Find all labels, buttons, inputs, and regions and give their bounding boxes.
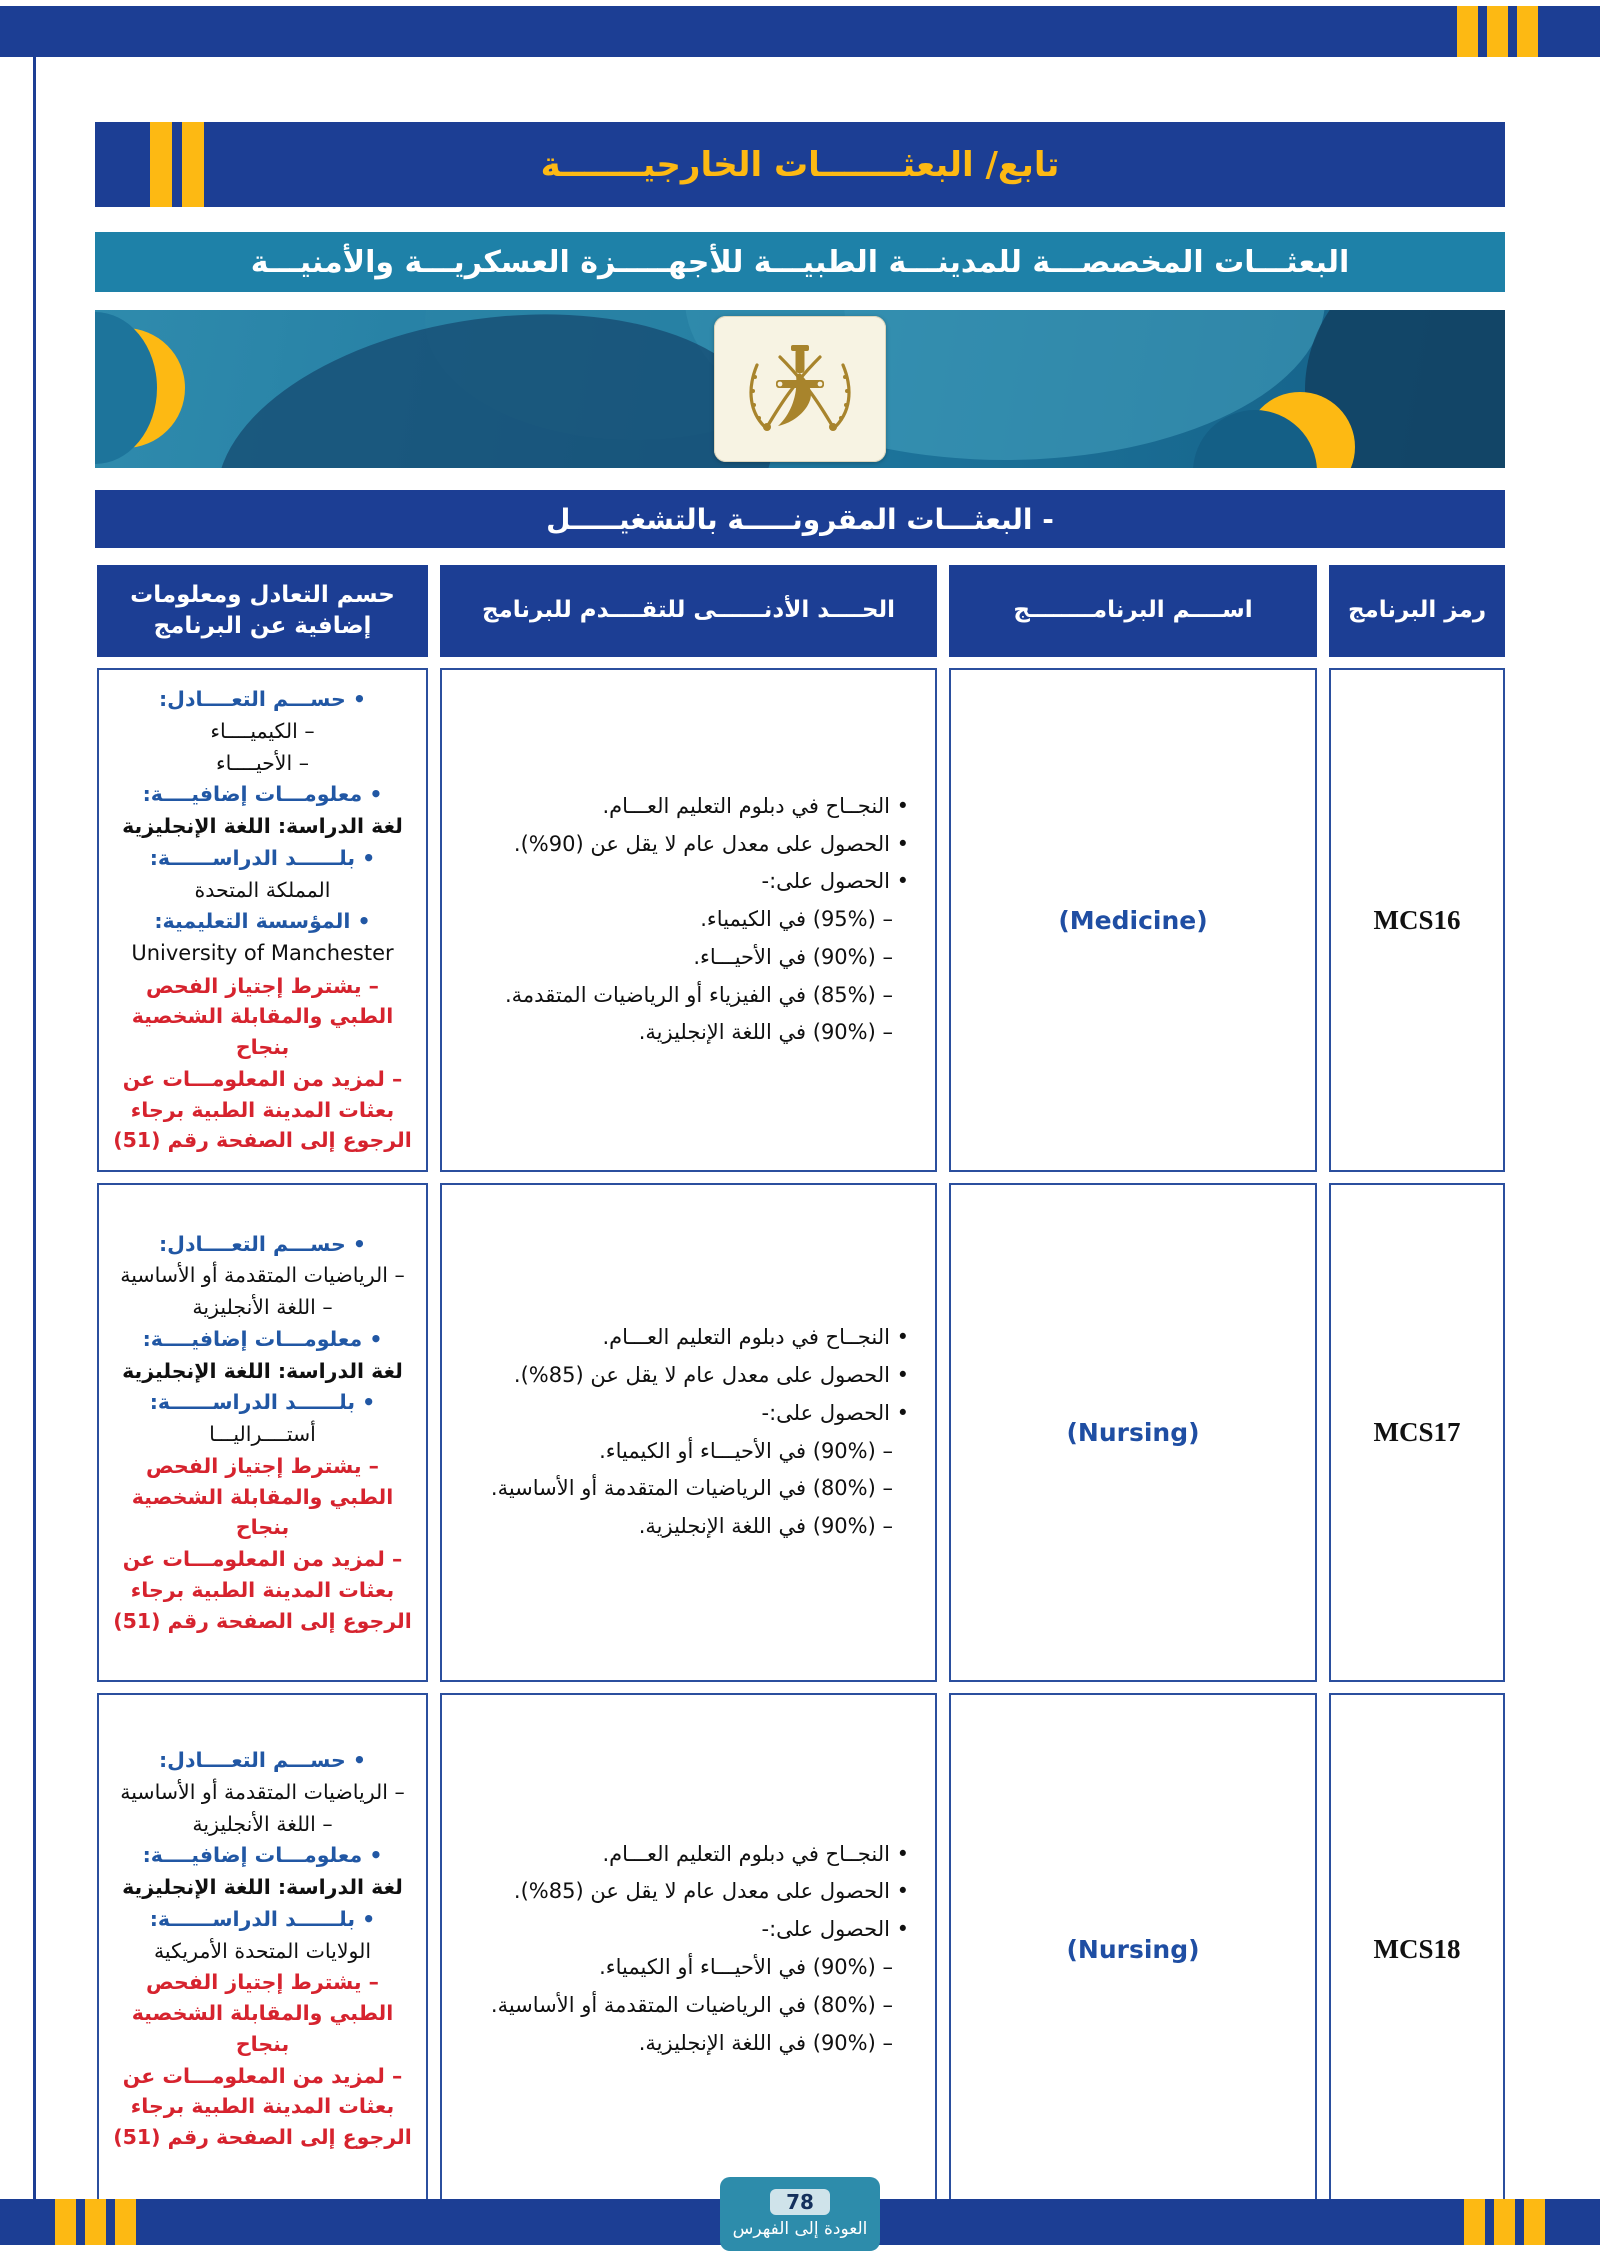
info-line: University of Manchester: [131, 941, 394, 965]
info-line: أستــــراليـــا: [209, 1422, 316, 1447]
info-line: لغة الدراسة: اللغة الإنجليزية: [122, 1875, 403, 1900]
info-line: – الرياضيات المتقدمة أو الأساسية: [120, 1779, 405, 1804]
requirement-line: • النجــاح في دبلوم التعليم العـــام.: [602, 1841, 909, 1866]
program-name-cell: (Nursing): [949, 1183, 1317, 1682]
info-line: • حســـم التعــــادل:: [158, 687, 366, 711]
requirement-line: • الحصول على:-: [761, 1400, 909, 1425]
requirement-line: – (85%) في الفيزياء أو الرياضيات المتقدمة.: [505, 982, 893, 1007]
requirement-line: • الحصول على معدل عام لا يقل عن (90%).: [513, 831, 909, 856]
info-line: • بلــــــد الدراســــــة:: [149, 1906, 376, 1931]
info-line: – اللغة الأنجليزية: [192, 1811, 333, 1836]
subtitle: البعثـــات المخصصـــة للمدينـــة الطبيـــة للأجهـــــزة العسكريـــة والأمنيـــة: [250, 244, 1350, 280]
program-info-cell: [97, 1183, 428, 1682]
emblem-card: [714, 316, 886, 462]
back-to-index-label: العودة إلى الفهرس: [732, 2219, 868, 2239]
corner-stripes-bottom-left-icon: [55, 2199, 136, 2245]
info-line: – لمزيد من المعلومـــات عن بعثات المدينة الطبية برجاء الرجوع إلى الصفحة رقم (51): [113, 2063, 412, 2150]
requirement-line: • الحصول على معدل عام لا يقل عن (85%).: [513, 1362, 909, 1387]
requirement-line: – (90%) في اللغة الإنجليزية.: [638, 2030, 893, 2055]
info-line: • بلــــــد الدراســــــة:: [149, 845, 376, 870]
left-margin-rule: [33, 57, 36, 2203]
program-code-cell: MCS16: [1329, 668, 1505, 1172]
requirement-line: – (95%) في الكيمياء.: [700, 907, 893, 932]
page-content: [95, 122, 1505, 2205]
info-line: – يشترط إجتياز الفحص الطبي والمقابلة الشخصية بنجاح: [131, 1453, 394, 1540]
subtitle-bar: [95, 232, 1505, 292]
requirement-line: • النجــاح في دبلوم التعليم العـــام.: [602, 793, 909, 818]
info-line: – الأحيــــاء: [216, 750, 309, 775]
title-stripes-icon: [150, 122, 204, 207]
header-minimum-requirements: الحــــد الأدنــــــى للتقــــدم للبرنامج: [440, 565, 937, 657]
program-name-cell: (Medicine): [949, 668, 1317, 1172]
program-info-cell: [97, 1693, 428, 2205]
requirement-line: • الحصول على معدل عام لا يقل عن (85%).: [513, 1879, 909, 1904]
page-title: تابع/ البعثـــــــات الخارجيـــــــة: [540, 144, 1060, 185]
requirement-line: • الحصول على:-: [761, 869, 909, 894]
corner-stripes-bottom-right-icon: [1464, 2199, 1545, 2245]
decorative-banner: [95, 310, 1505, 468]
info-line: • حســـم التعــــادل:: [158, 1748, 366, 1773]
info-line: الولايات المتحدة الأمريكية: [153, 1938, 372, 1963]
program-code-cell: MCS17: [1329, 1183, 1505, 1682]
program-requirements-cell: [440, 668, 937, 1172]
requirement-line: – (80%) في الرياضيات المتقدمة أو الأساسية.: [490, 1992, 893, 2017]
programs-table: [95, 565, 1505, 2205]
program-requirements-cell: [440, 1183, 937, 1682]
info-line: • معلومـــات إضافيــــة:: [142, 1843, 383, 1868]
requirement-line: – (90%) في اللغة الإنجليزية.: [638, 1020, 893, 1045]
header-program-code: رمز البرنامج: [1329, 565, 1505, 657]
header-program-name: اســــم البرنامــــــــج: [949, 565, 1317, 657]
requirement-line: • النجــاح في دبلوم التعليم العـــام.: [602, 1325, 909, 1350]
info-line: • المؤسسة التعليمية:: [154, 909, 371, 934]
requirement-line: – (90%) في الأحيـــاء أو الكيمياء.: [599, 1438, 893, 1463]
info-line: – الكيميــــاء: [210, 718, 315, 743]
header-tiebreak-info: حسم التعادل ومعلومات إضافية عن البرنامج: [97, 565, 428, 657]
requirement-line: – (80%) في الرياضيات المتقدمة أو الأساسية.: [490, 1476, 893, 1501]
info-line: • معلومـــات إضافيــــة:: [142, 782, 383, 807]
info-line: • حســـم التعــــادل:: [158, 1231, 366, 1256]
requirement-line: – (90%) في الأحيـــاء أو الكيمياء.: [599, 1955, 893, 1979]
corner-stripes-top-right-icon: [1457, 6, 1538, 57]
info-line: – يشترط إجتياز الفحص الطبي والمقابلة الشخصية بنجاح: [131, 1970, 394, 2056]
program-name-cell: (Nursing): [949, 1693, 1317, 2205]
requirement-line: – (90%) في اللغة الإنجليزية.: [638, 1514, 893, 1539]
info-line: – اللغة الأنجليزية: [192, 1295, 333, 1320]
info-line: – لمزيد من المعلومـــات عن بعثات المدينة الطبية برجاء الرجوع إلى الصفحة رقم (51): [113, 1547, 412, 1633]
top-band: [0, 6, 1600, 57]
program-code-cell: MCS18: [1329, 1693, 1505, 2205]
info-line: لغة الدراسة: اللغة الإنجليزية: [122, 814, 403, 838]
back-to-index-button[interactable]: [720, 2177, 880, 2251]
program-info-cell: [97, 668, 428, 1172]
info-line: المملكة المتحدة: [194, 877, 331, 902]
program-requirements-cell: [440, 1693, 937, 2205]
info-line: – الرياضيات المتقدمة أو الأساسية: [120, 1263, 405, 1288]
section-title: - البعثـــات المقرونـــــة بالتشغيـــــل: [546, 502, 1054, 536]
requirement-line: – (90%) في الأحيـــاء.: [693, 944, 893, 969]
page-number: 78: [770, 2189, 830, 2215]
info-line: – يشترط إجتياز الفحص الطبي والمقابلة الشخصية بنجاح: [131, 973, 394, 1059]
requirement-line: • الحصول على:-: [761, 1917, 909, 1942]
info-line: • معلومـــات إضافيــــة:: [142, 1326, 383, 1351]
info-line: – لمزيد من المعلومـــات عن بعثات المدينة الطبية برجاء الرجوع إلى الصفحة رقم (51): [113, 1066, 412, 1153]
section-bar: [95, 490, 1505, 548]
oman-emblem-icon: [740, 333, 860, 445]
info-line: • بلــــــد الدراســــــة:: [149, 1390, 376, 1415]
info-line: لغة الدراسة: اللغة الإنجليزية: [122, 1358, 403, 1383]
page-title-bar: [95, 122, 1505, 207]
